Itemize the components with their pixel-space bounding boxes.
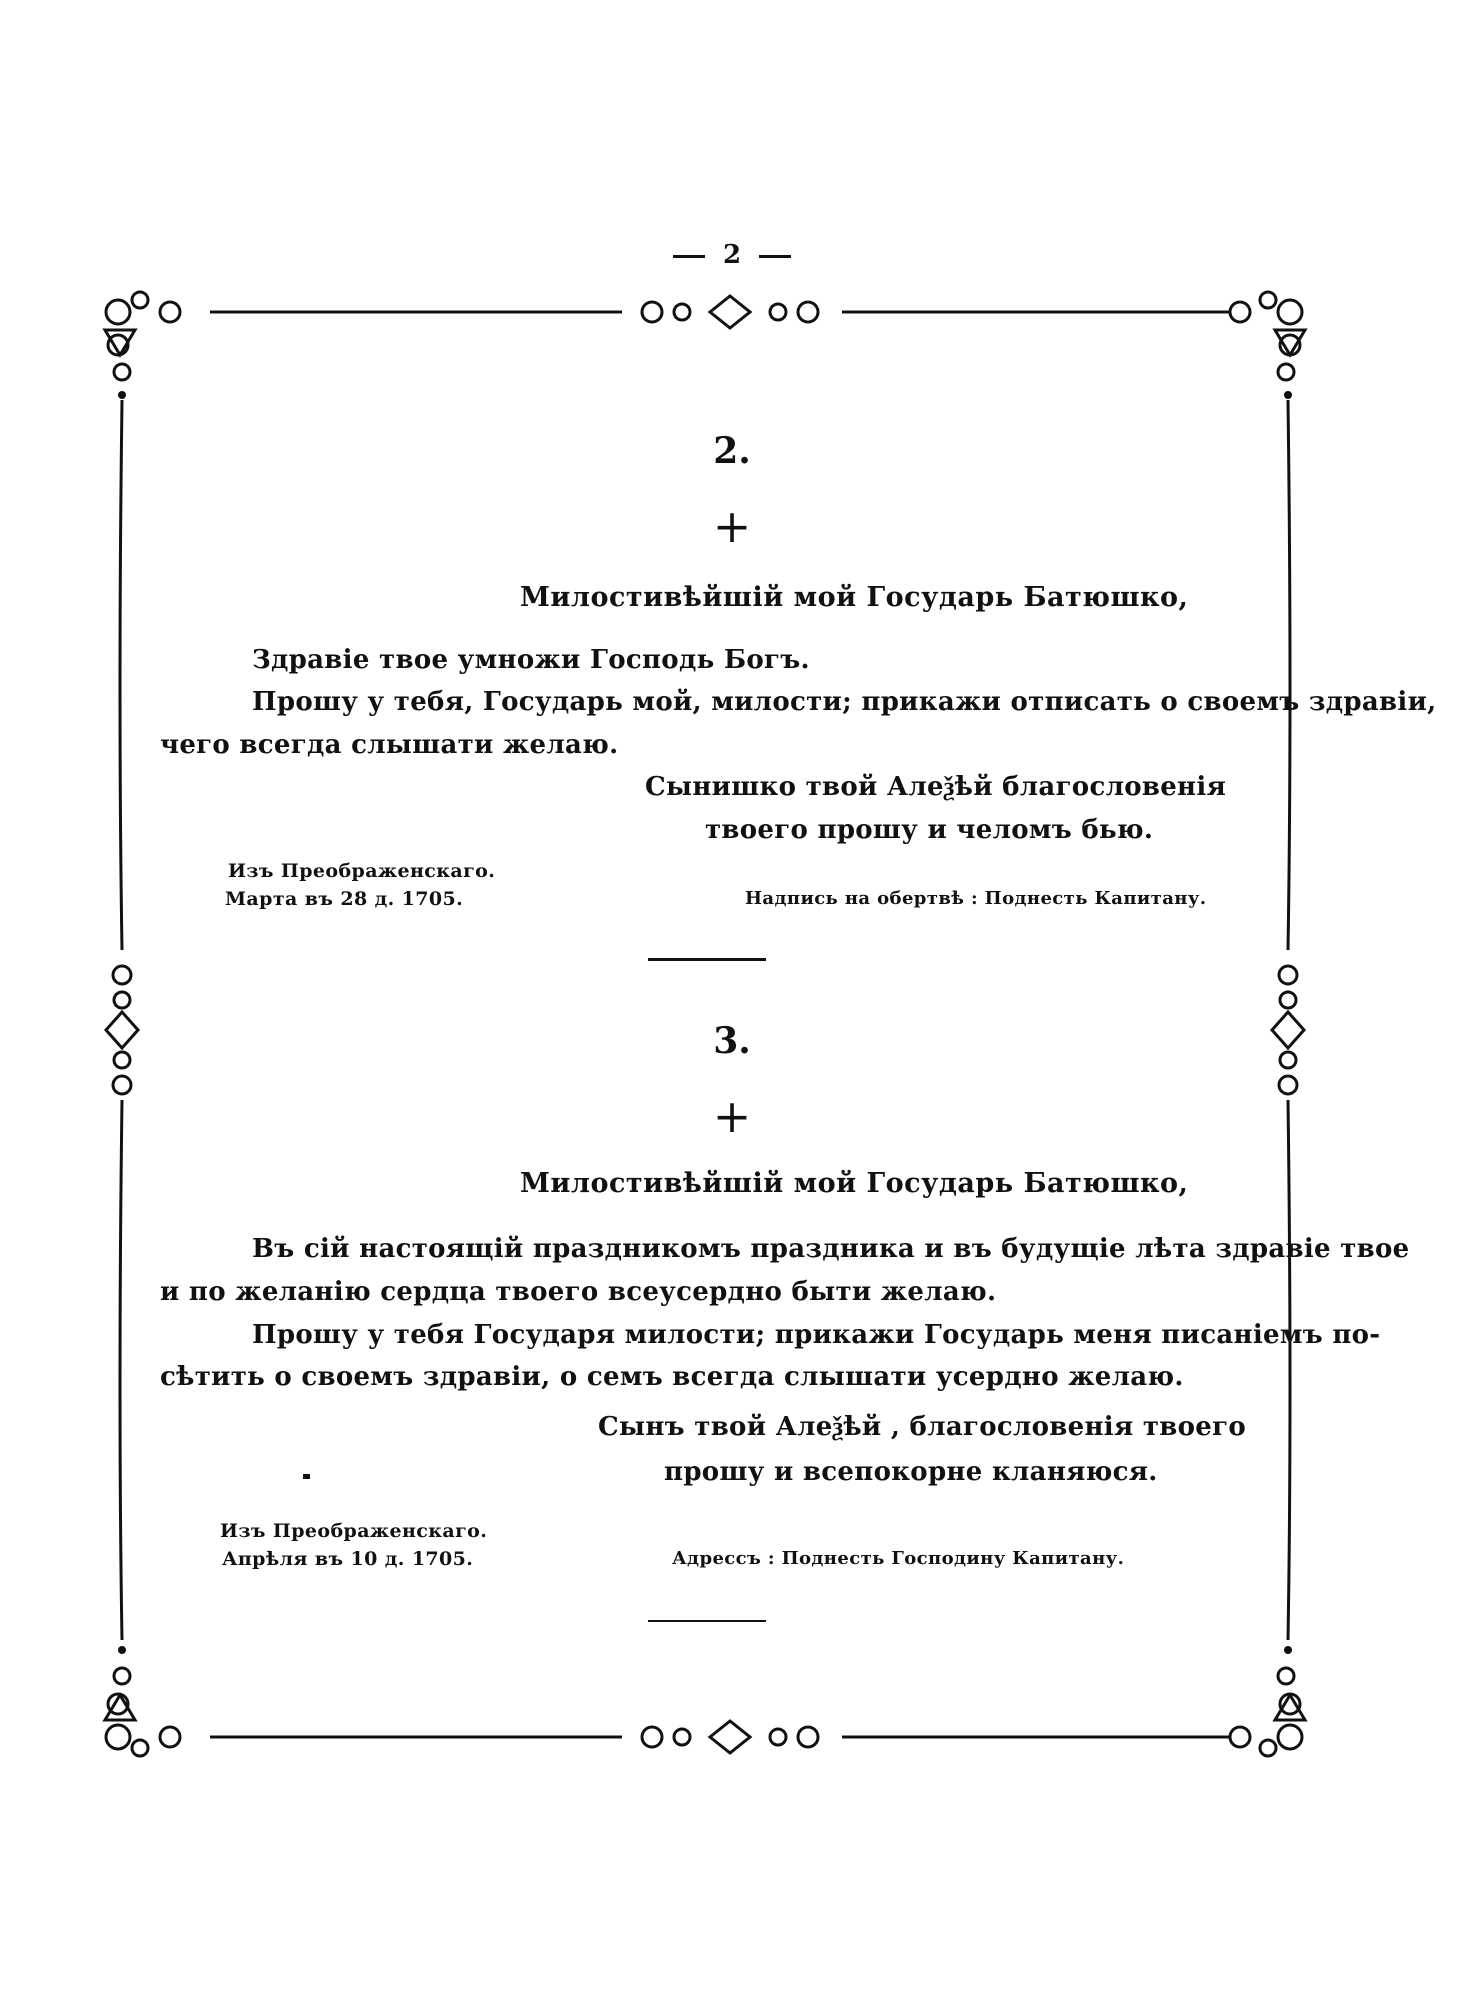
letter-body-line: Здравіе твое умножи Господь Богъ. [252,645,810,675]
letter-place: Изъ Преображенскаго. [228,860,496,882]
section-divider [648,1620,766,1622]
letter-date: Апрѣля въ 10 д. 1705. [222,1548,474,1570]
corner-ornament-top-left [105,292,180,380]
letter-body-line: Прошу у тебя Государя милости; прикажи Государь меня писаніемъ по- [252,1320,1381,1350]
letter-address: Надпись на обертвѣ : Поднесть Капитану. [745,888,1207,909]
letter-place: Изъ Преображенскаго. [220,1520,488,1542]
letter-number: 2. [713,430,751,472]
letter-body-line: и по желанію сердца твоего всеусердно быти желаю. [160,1277,997,1307]
stray-mark [303,1474,310,1479]
letter-signature-line: Сынъ твой Алеѯѣй , благословенія твоего [598,1412,1246,1442]
page-number [0,240,1464,270]
letter-number: 3. [713,1020,751,1062]
corner-ornament-bottom-right [1230,1668,1305,1756]
letter-body-line: чего всегда слышати желаю. [160,730,619,760]
corner-ornament-top-right [1230,292,1305,380]
letter-body-line: сѣтить о своемъ здравіи, о семъ всегда слышати усердно желаю. [160,1362,1184,1392]
page-number-dash-left [673,255,705,258]
letter-signature-line: Сынишко твой Алеѯѣй благословенія [645,772,1227,802]
letter-body-line: Прошу у тебя, Государь мой, милости; прикажи отписать о своемъ здравіи, [252,687,1437,717]
letter-salutation: Милостивѣйшій мой Государь Батюшко, [520,1168,1189,1199]
section-divider [648,958,766,961]
cross-symbol: + [712,499,752,553]
cross-symbol: + [712,1089,752,1143]
page-number-dash-right [759,255,791,258]
center-ornament-bottom [642,1721,818,1753]
letter-signature-line: прошу и всепокорне кланяюся. [664,1457,1158,1487]
corner-ornament-bottom-left [105,1668,180,1756]
letter-body-line: Въ сій настоящій праздникомъ праздника и въ будущіе лѣта здравіе твое [252,1234,1410,1264]
page-number-text: 2 [722,240,742,270]
letter-address: Адрессъ : Поднесть Господину Капитану. [672,1548,1125,1569]
letter-date: Марта въ 28 д. 1705. [225,888,464,910]
letter-signature-line: твоего прошу и челомъ бью. [705,815,1154,845]
center-ornament-top [642,296,818,328]
letter-salutation: Милостивѣйшій мой Государь Батюшко, [520,582,1189,613]
